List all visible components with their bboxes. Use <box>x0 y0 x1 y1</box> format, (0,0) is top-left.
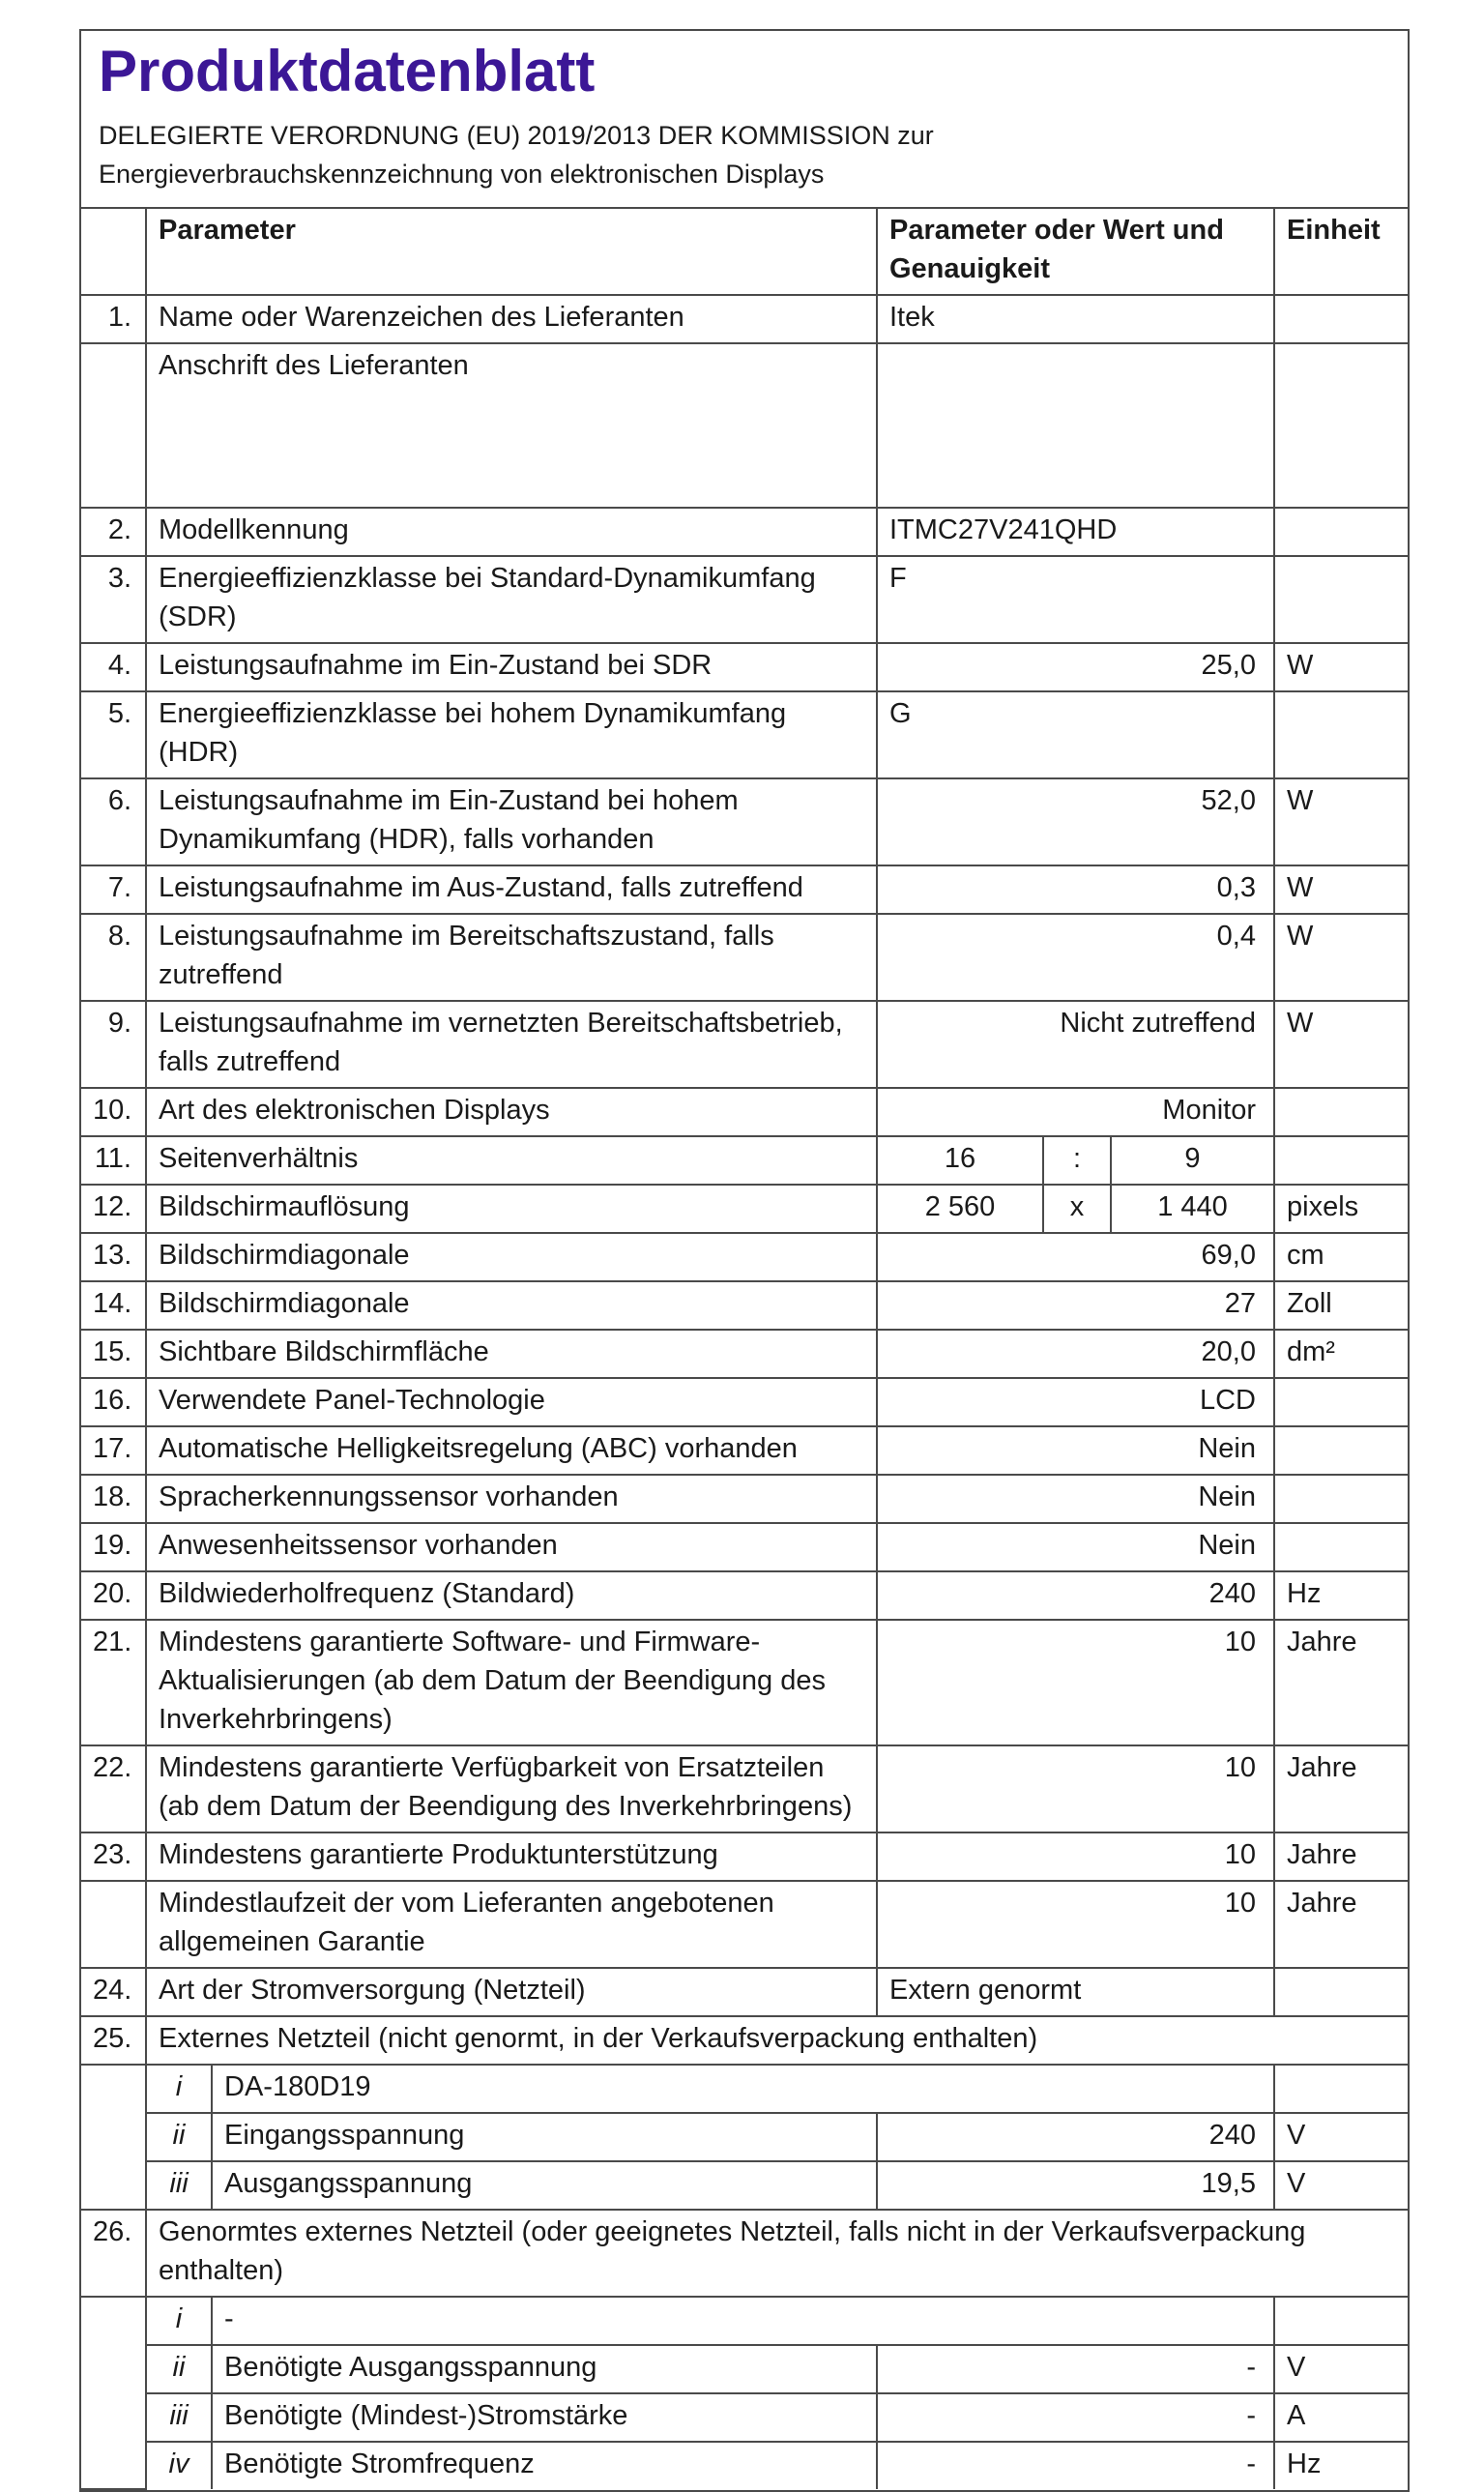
header-unit: Einheit <box>1274 209 1408 295</box>
table-row <box>81 295 1408 343</box>
row-unit <box>1274 2297 1408 2345</box>
row-unit: V <box>1274 2161 1408 2210</box>
table-subrow <box>81 2297 1408 2345</box>
row-number: 23. <box>81 1832 146 1881</box>
row-unit: V <box>1274 2345 1408 2393</box>
row-label: Spracherkennungssensor vorhanden <box>146 1475 877 1523</box>
row-unit <box>1274 1136 1408 1185</box>
row-unit <box>1274 295 1408 343</box>
row-label: Modellkennung <box>146 508 877 556</box>
row-number: 8. <box>81 914 146 1001</box>
row-value: G <box>877 691 1274 778</box>
regulation-subtitle <box>99 116 1390 193</box>
header-num-cell <box>81 209 146 295</box>
header-value: Parameter oder Wert und Genauigkeit <box>877 209 1274 295</box>
subrow-index: ii <box>146 2345 212 2393</box>
row-number: 17. <box>81 1426 146 1475</box>
table-subrow <box>81 2113 1408 2161</box>
row-number: 7. <box>81 865 146 914</box>
row-number: 3. <box>81 556 146 643</box>
aspect-width: 16 <box>877 1136 1043 1185</box>
subrow-label: Eingangsspannung <box>212 2113 877 2161</box>
row-label: Leistungsaufnahme im Aus-Zustand, falls zutreffend <box>146 865 877 914</box>
row-value: Nein <box>877 1426 1274 1475</box>
table-row <box>81 343 1408 508</box>
row-label: Anschrift des Lieferanten <box>146 343 877 508</box>
table-row <box>81 1745 1408 1832</box>
row-unit: W <box>1274 914 1408 1001</box>
row-number: 12. <box>81 1185 146 1233</box>
subrow-index: iii <box>146 2161 212 2210</box>
row-value: 27 <box>877 1281 1274 1330</box>
row-number: 24. <box>81 1968 146 2016</box>
row-number: 4. <box>81 643 146 691</box>
row-label: Mindestens garantierte Verfügbarkeit von Ersatzteilen (ab dem Datum der Beendigung des Inverkehrbringens) <box>146 1745 877 1832</box>
row-value: 19,5 <box>877 2161 1274 2210</box>
row-number <box>81 1881 146 1968</box>
row-label: Bildschirmdiagonale <box>146 1233 877 1281</box>
table-row <box>81 1185 1408 1233</box>
subrow-index: iv <box>146 2442 212 2489</box>
row-unit <box>1274 1088 1408 1136</box>
resolution-separator: x <box>1043 1185 1111 1233</box>
row-unit <box>1274 1378 1408 1426</box>
sheet-header <box>81 31 1408 209</box>
resolution-width: 2 560 <box>877 1185 1043 1233</box>
row-number: 5. <box>81 691 146 778</box>
row-unit <box>1274 1523 1408 1571</box>
row-unit: pixels <box>1274 1185 1408 1233</box>
row-label: Seitenverhältnis <box>146 1136 877 1185</box>
row-unit: Jahre <box>1274 1832 1408 1881</box>
row-label: Bildschirmdiagonale <box>146 1281 877 1330</box>
table-header-row <box>81 209 1408 295</box>
table-subrow <box>81 2442 1408 2489</box>
row-unit: W <box>1274 643 1408 691</box>
row-value: Nicht zutreffend <box>877 1001 1274 1088</box>
row-value: - <box>877 2345 1274 2393</box>
row-number: 9. <box>81 1001 146 1088</box>
row-number: 18. <box>81 1475 146 1523</box>
row-value: ITMC27V241QHD <box>877 508 1274 556</box>
row-unit <box>1274 691 1408 778</box>
table-row <box>81 1378 1408 1426</box>
subtitle-line-1: DELEGIERTE VERORDNUNG (EU) 2019/2013 DER KOMMISSION zur <box>99 121 934 150</box>
row-label: Externes Netzteil (nicht genormt, in der Verkaufsverpackung enthalten) <box>146 2016 1408 2065</box>
table-row <box>81 1832 1408 1881</box>
table-row <box>81 1571 1408 1620</box>
product-data-sheet <box>79 29 1410 2492</box>
table-row <box>81 914 1408 1001</box>
table-subrow <box>81 2393 1408 2442</box>
row-label: Leistungsaufnahme im vernetzten Bereitschaftsbetrieb, falls zutreffend <box>146 1001 877 1088</box>
row-number: 26. <box>81 2210 146 2297</box>
table-row <box>81 1523 1408 1571</box>
subrow-label: Benötigte Ausgangsspannung <box>212 2345 877 2393</box>
subrow-label: DA-180D19 <box>212 2065 1274 2113</box>
table-row <box>81 778 1408 865</box>
subrow-label: Benötigte (Mindest-)Stromstärke <box>212 2393 877 2442</box>
row-number: 13. <box>81 1233 146 1281</box>
row-label: Leistungsaufnahme im Ein-Zustand bei hohem Dynamikumfang (HDR), falls vorhanden <box>146 778 877 865</box>
row-label: Anwesenheitssensor vorhanden <box>146 1523 877 1571</box>
row-label: Mindestens garantierte Software- und Firmware-Aktualisierungen (ab dem Datum der Beendigung des Inverkehrbringens) <box>146 1620 877 1745</box>
row-number: 22. <box>81 1745 146 1832</box>
parameter-table <box>81 209 1408 2490</box>
subrow-label: Benötigte Stromfrequenz <box>212 2442 877 2489</box>
row-value: - <box>877 2393 1274 2442</box>
row-unit <box>1274 1968 1408 2016</box>
row-value: 10 <box>877 1881 1274 1968</box>
aspect-height: 9 <box>1111 1136 1274 1185</box>
subrow-index: ii <box>146 2113 212 2161</box>
row-number: 16. <box>81 1378 146 1426</box>
table-row <box>81 1088 1408 1136</box>
row-label: Mindestens garantierte Produktunterstützung <box>146 1832 877 1881</box>
row-label: Art der Stromversorgung (Netzteil) <box>146 1968 877 2016</box>
row-unit: dm² <box>1274 1330 1408 1378</box>
row-unit: cm <box>1274 1233 1408 1281</box>
row-value: 0,3 <box>877 865 1274 914</box>
row-label: Bildschirmauflösung <box>146 1185 877 1233</box>
row-unit: Jahre <box>1274 1745 1408 1832</box>
row-number: 20. <box>81 1571 146 1620</box>
row-unit <box>1274 508 1408 556</box>
row-label: Energieeffizienzklasse bei hohem Dynamikumfang (HDR) <box>146 691 877 778</box>
table-subrow <box>81 2345 1408 2393</box>
page-title: Produktdatenblatt <box>99 39 596 103</box>
table-row <box>81 1136 1408 1185</box>
row-value: 10 <box>877 1620 1274 1745</box>
row-label: Automatische Helligkeitsregelung (ABC) vorhanden <box>146 1426 877 1475</box>
row-value: 52,0 <box>877 778 1274 865</box>
header-parameter: Parameter <box>146 209 877 295</box>
table-row <box>81 1001 1408 1088</box>
row-unit: V <box>1274 2113 1408 2161</box>
table-row <box>81 556 1408 643</box>
subrow-index: iii <box>146 2393 212 2442</box>
row-unit <box>1274 1475 1408 1523</box>
row-value: F <box>877 556 1274 643</box>
table-row <box>81 508 1408 556</box>
row-value: 25,0 <box>877 643 1274 691</box>
table-row <box>81 1620 1408 1745</box>
row-unit: Jahre <box>1274 1620 1408 1745</box>
row-unit: W <box>1274 1001 1408 1088</box>
row-number: 1. <box>81 295 146 343</box>
row-number: 21. <box>81 1620 146 1745</box>
row-label: Name oder Warenzeichen des Lieferanten <box>146 295 877 343</box>
resolution-height: 1 440 <box>1111 1185 1274 1233</box>
table-row <box>81 1330 1408 1378</box>
row-unit <box>1274 2065 1408 2113</box>
row-value: - <box>877 2442 1274 2489</box>
table-row <box>81 2210 1408 2297</box>
subrow-label: Ausgangsspannung <box>212 2161 877 2210</box>
subrow-label: - <box>212 2297 1274 2345</box>
table-row <box>81 1475 1408 1523</box>
table-row <box>81 1426 1408 1475</box>
row-unit: Hz <box>1274 2442 1408 2489</box>
subtitle-line-2: Energieverbrauchskennzeichnung von elektronischen Displays <box>99 160 825 189</box>
table-row <box>81 1233 1408 1281</box>
row-value: Itek <box>877 295 1274 343</box>
table-row <box>81 1881 1408 1968</box>
row-label: Genormtes externes Netzteil (oder geeignetes Netzteil, falls nicht in der Verkaufsverpackung enthalten) <box>146 2210 1408 2297</box>
row-value <box>877 343 1274 508</box>
row-number: 19. <box>81 1523 146 1571</box>
aspect-separator: : <box>1043 1136 1111 1185</box>
row-unit: Zoll <box>1274 1281 1408 1330</box>
row-value: 10 <box>877 1745 1274 1832</box>
row-number: 14. <box>81 1281 146 1330</box>
row-label: Energieeffizienzklasse bei Standard-Dynamikumfang (SDR) <box>146 556 877 643</box>
table-row <box>81 691 1408 778</box>
row-value: 0,4 <box>877 914 1274 1001</box>
row-value: Extern genormt <box>877 1968 1274 2016</box>
row-value: 240 <box>877 2113 1274 2161</box>
row-value: Nein <box>877 1475 1274 1523</box>
row-label: Mindestlaufzeit der vom Lieferanten angebotenen allgemeinen Garantie <box>146 1881 877 1968</box>
table-row <box>81 865 1408 914</box>
row-number <box>81 2297 146 2489</box>
row-number: 2. <box>81 508 146 556</box>
row-label: Verwendete Panel-Technologie <box>146 1378 877 1426</box>
row-unit: A <box>1274 2393 1408 2442</box>
row-unit <box>1274 1426 1408 1475</box>
row-label: Leistungsaufnahme im Ein-Zustand bei SDR <box>146 643 877 691</box>
row-number: 10. <box>81 1088 146 1136</box>
row-value: 10 <box>877 1832 1274 1881</box>
row-unit <box>1274 556 1408 643</box>
row-number: 11. <box>81 1136 146 1185</box>
row-number <box>81 343 146 508</box>
row-number: 15. <box>81 1330 146 1378</box>
row-unit: Hz <box>1274 1571 1408 1620</box>
table-subrow <box>81 2161 1408 2210</box>
row-value: Nein <box>877 1523 1274 1571</box>
row-value: 240 <box>877 1571 1274 1620</box>
row-number <box>81 2065 146 2210</box>
table-row <box>81 643 1408 691</box>
table-subrow <box>81 2065 1408 2113</box>
row-number: 6. <box>81 778 146 865</box>
row-unit <box>1274 343 1408 508</box>
row-label: Bildwiederholfrequenz (Standard) <box>146 1571 877 1620</box>
table-row <box>81 2016 1408 2065</box>
row-unit: Jahre <box>1274 1881 1408 1968</box>
subrow-index: i <box>146 2297 212 2345</box>
row-label: Sichtbare Bildschirmfläche <box>146 1330 877 1378</box>
row-value: 20,0 <box>877 1330 1274 1378</box>
row-label: Art des elektronischen Displays <box>146 1088 877 1136</box>
subrow-index: i <box>146 2065 212 2113</box>
row-value: LCD <box>877 1378 1274 1426</box>
table-row <box>81 1281 1408 1330</box>
row-value: Monitor <box>877 1088 1274 1136</box>
row-number: 25. <box>81 2016 146 2065</box>
table-row <box>81 1968 1408 2016</box>
row-value: 69,0 <box>877 1233 1274 1281</box>
row-unit: W <box>1274 865 1408 914</box>
row-label: Leistungsaufnahme im Bereitschaftszustand, falls zutreffend <box>146 914 877 1001</box>
row-unit: W <box>1274 778 1408 865</box>
